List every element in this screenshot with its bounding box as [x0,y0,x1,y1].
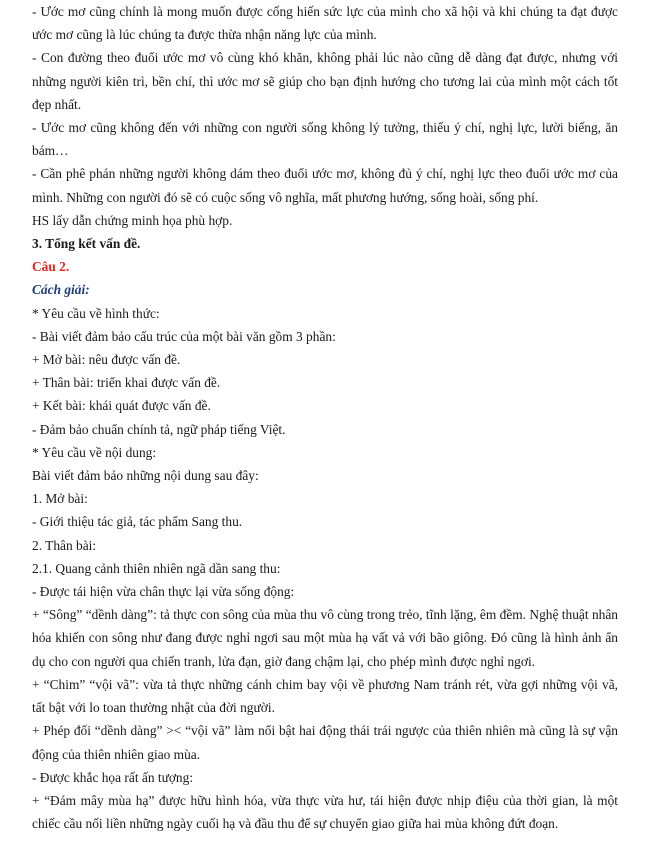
form-body: + Thân bài: triển khai được vấn đề. [32,375,221,391]
form-intro: + Mở bài: nêu được vấn đề. [32,352,181,368]
subsection-2-1: 2.1. Quang cảnh thiên nhiên ngã dần sang thu: [32,560,281,576]
paragraph-dream-not-for-lazy: - Ước mơ cũng không đến với những con người sống không lý tưởng, thiếu ý chí, nghị lực, lười biếng, ăn bám… [32,120,618,159]
document-page [32,0,618,835]
section-body: 2. Thân bài: [32,537,97,553]
depicted-impressively: - Được khắc họa rất ấn tượng: [32,769,194,785]
form-conclusion: + Kết bài: khái quát được vấn đề. [32,398,211,414]
paragraph-contrast: + Phép đối “dềnh dàng” >< “vội vã” làm nổi bật hai động thái trái ngược của thiên nhiên mà cũng là sự vận động của thiên nhiên giao mùa. [32,723,618,762]
paragraph-birds: + “Chim” “vội vã”: vừa tả thực những cánh chim bay vội về phương Nam tránh rét, vừa gợi những vội vã, tất bật với lo toan thường nhật của đời người. [32,676,618,716]
opening-introduce: - Giới thiệu tác giả, tác phẩm Sang thu. [32,514,243,530]
paragraph-evidence: HS lấy dẫn chứng minh họa phù hợp. [32,212,233,228]
heading-solution: Cách giải: [32,282,90,298]
form-requirement-title: * Yêu cầu về hình thức: [32,305,160,321]
form-structure: - Bài viết đảm bảo cấu trúc của một bài văn gồm 3 phần: [32,328,336,344]
paragraph-criticism: - Cần phê phán những người không dám theo đuổi ước mơ, không đủ ý chí, nghị lực theo đuổi ước mơ của mình. Những con người đó sẽ có cuộc sống vô nghĩa, mất phương hướng, sống hoài, sống phí. [32,166,618,205]
heading-question-2: Câu 2. [32,259,70,275]
section-opening: 1. Mở bài: [32,491,88,507]
paragraph-dream-path: - Con đường theo đuổi ước mơ vô cùng khó khăn, không phải lúc nào cũng dễ dàng đạt được, nhưng với những người kiên trì, bền chí, thì ước mơ sẽ giúp cho bạn định hướng cho tương lai của mình một cách tốt đẹp nhất. [32,50,618,112]
paragraph-summer-cloud: + “Đám mây mùa hạ” được hữu hình hóa, vừa thực vừa hư, tái hiện được nhịp điệu của thời gian, là một chiếc cầu nối liền những ngày cuối hạ và đầu thu để sự chuyển giao giữa hai mùa không đứt đoạn. [32,792,618,832]
form-spelling: - Đảm bảo chuẩn chính tả, ngữ pháp tiếng Việt. [32,421,286,437]
content-requirement-title: * Yêu cầu về nội dung: [32,444,157,460]
paragraph-dream-contribution: - Ước mơ cũng chính là mong muốn được cống hiến sức lực của mình cho xã hội và khi chúng ta đạt được ước mơ cũng là lúc chúng ta được thừa nhận năng lực của mình. [32,4,618,43]
depicted-vividly: - Được tái hiện vừa chân thực lại vừa sống động: [32,584,295,600]
paragraph-river: + “Sông” “dềnh dàng”: tả thực con sông của mùa thu vô cùng trong trẻo, tĩnh lặng, êm đềm. Nghệ thuật nhân hóa khiến con sông như đang được nghỉ ngơi sau một mùa hạ vất vả với bão giông. Đó cũng là hình ảnh ẩn dụ cho con người qua chiến tranh, lửa đạn, giờ đang chậm lại, cho phép mình được nghỉ ngơi. [32,607,618,669]
heading-conclusion: 3. Tổng kết vấn đề. [32,236,141,252]
content-intro-line: Bài viết đảm bảo những nội dung sau đây: [32,468,259,484]
